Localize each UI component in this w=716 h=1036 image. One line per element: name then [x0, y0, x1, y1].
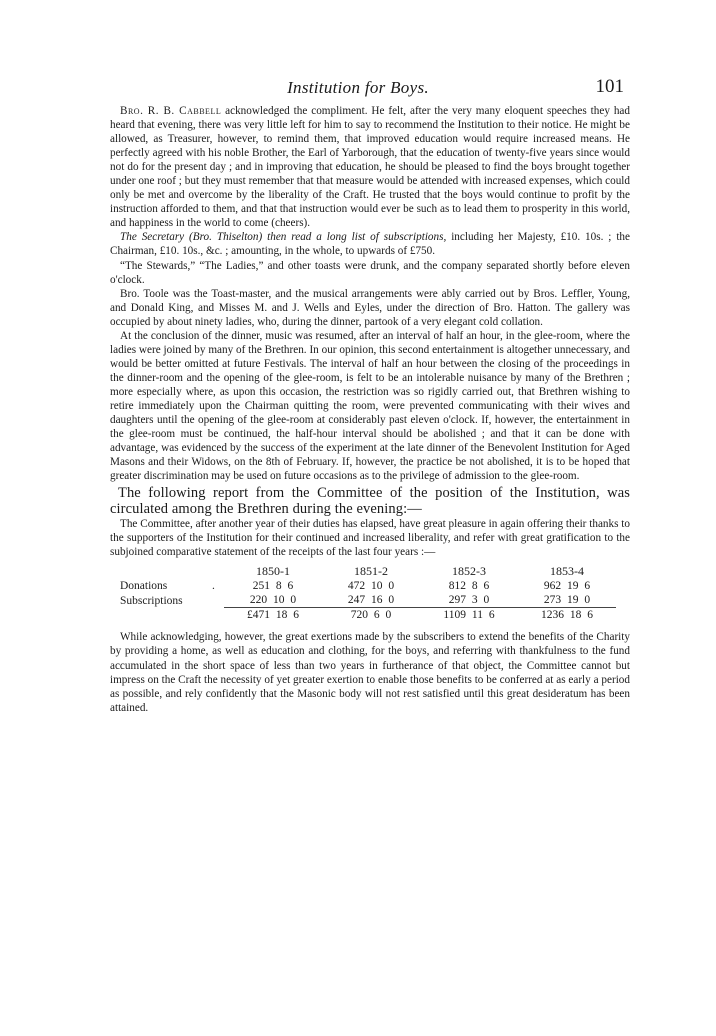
row-label: Donations [120, 580, 168, 593]
report-paragraph-receipts: The Committee, after another year of their duties has elapsed, have great pleasure in again offering their thanks to the supporters of the Institution for their continued and increased liberality, and refer with great gratification to the subjoined comparative statement of the receipts of the last four years :— [110, 518, 630, 559]
paragraph-glee-room: At the conclusion of the dinner, music was resumed, after an interval of half an hour, in the glee-room, where the ladies were joined by many of the Brethren. In our opinion, this second entertainment is altogether unnecessary, and would be better omitted at future Festivals. The interval of half an hour between the closing of the proceedings in the dinner-room and the opening of the glee-room, is felt to be an intolerable nuisance by many of the Brethren ; more especially where, as upon this occasion, the restriction was so rigidly carried out, that Brethren wishing to retire immediately upon the Chairman quitting the room, were prevented communicating with their wives and daughters until the opening of the glee-room at considerably past eleven o'clock. If, however, the entertainment in the glee-room must be continued, the half-hour interval should be abolished ; and that it can be done with advantage, was evidenced by the success of the experiment at the late dinner of the Benevolent Institution for Aged Masons and their Widows, on the 8th of February. If, however, the practice be not abolished, it is to be hoped that greater discrimination may be used on future occasions as to the privilege of admission to the glee-room. [110, 329, 630, 483]
table-row-subscriptions [120, 593, 616, 608]
receipts-table [120, 563, 616, 622]
table-row-totals [120, 608, 616, 623]
year-header: 1851-2 [354, 563, 388, 578]
table-cell: 962 19 6 [543, 580, 591, 593]
paragraph-text: including her Majesty, £10. 10s. ; the Chairman, £10. 10s., &c. ; amounting, in the whole, to upwards of £750. [110, 231, 630, 258]
page-number: 101 [595, 76, 624, 97]
table-cell: 472 10 0 [347, 580, 395, 593]
paragraph-subscriptions [110, 230, 630, 258]
report-paragraph-closing: While acknowledging, however, the great exertions made by the subscribers to extend the benefits of the Charity by providing a home, as well as education and clothing, for the boys, and referring with thankfulness to the fund accumulated in the short space of less than two years in furtherance of that object, the Committee cannot but impress on the Craft the necessity of yet greater exertion to enable those benefits to be conferred at as early a period as possible, and rely confidently that the Masonic body will not rest satisfied until this great desideratum has been attained. [110, 631, 630, 714]
total-cell: 1109 11 6 [443, 609, 495, 622]
paragraph-toasts: “The Stewards,” “The Ladies,” and other toasts were drunk, and the company separated shortly before eleven o'clock. [110, 259, 630, 286]
table-row-donations [120, 579, 616, 593]
table-cell: 812 8 6 [448, 580, 490, 593]
page-body [110, 104, 630, 715]
year-header: 1850-1 [256, 563, 290, 578]
paragraph-lead-italic: The Secretary (Bro. Thiselton) then read a long list of subscriptions, [120, 231, 447, 244]
total-cell: 720 6 0 [350, 609, 392, 622]
table-header-row [120, 563, 616, 579]
table-cell: 251 8 6 [252, 580, 294, 593]
table-cell: 297 3 0 [420, 593, 518, 608]
row-label: Subscriptions [120, 594, 183, 607]
total-cell: £471 18 6 [247, 609, 299, 622]
report-introduction: The following report from the Committee of the position of the Institution, was circulated among the Brethren during the evening:— [110, 485, 630, 518]
table-cell: 273 19 0 [518, 593, 616, 608]
year-header: 1853-4 [550, 563, 584, 578]
speaker-name: Bro. R. B. Cabbell [120, 105, 222, 117]
table-cell: 247 16 0 [322, 593, 420, 608]
row-leader: . [212, 580, 215, 593]
table-cell: 220 10 0 [224, 593, 322, 608]
total-cell: 1236 18 6 [541, 609, 593, 622]
page-header [0, 78, 716, 100]
paragraph-text: acknowledged the compliment. He felt, after the very many eloquent speeches they had heard that evening, there was very little left for him to say to recommend the Institution to their notice. He might be allowed, as Treasurer, however, to remind them, that improved education would require increased means. He perfectly agreed with his noble Brother, the Earl of Yarborough, that the education of twenty-five years since would not do for the present day ; and in improving that education, he should be pleased to find the boys brought together under one roof ; but they must remember that that measure would be attended with increased expenses, which could only be met and overcome by the liberality of the Craft. He trusted that the boys would continue to profit by the instruction afforded to them, and that that instruction would ever be such as to lead them to prosperity in this world, and happiness in the world to come (cheers). [110, 105, 630, 230]
running-title: Institution for Boys. [287, 78, 429, 97]
paragraph-cabbell-speech [110, 104, 630, 230]
paragraph-music: Bro. Toole was the Toast-master, and the musical arrangements were ably carried out by Bros. Leffler, Young, and Donald King, and Misses M. and J. Wells and Eyles, under the direction of Bro. Hatton. The gallery was occupied by about ninety ladies, who, during the dinner, partook of a very elegant cold collation. [110, 287, 630, 328]
year-header: 1852-3 [452, 563, 486, 578]
